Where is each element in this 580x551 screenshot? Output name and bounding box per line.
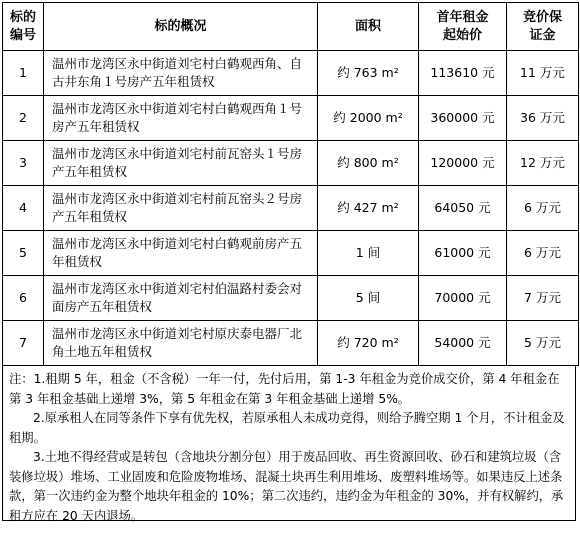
table-header-row [3,3,579,51]
row-area: 5 间 [318,276,419,321]
row-num: 2 [3,96,44,141]
table-row [3,141,579,186]
row-area: 约 763 m² [318,51,419,96]
table-row [3,276,579,321]
row-num: 6 [3,276,44,321]
row-area: 1 间 [318,231,419,276]
row-desc: 温州市龙湾区永中街道刘宅村伯温路村委会对面房产五年租赁权 [44,276,318,321]
row-deposit: 36 万元 [507,96,579,141]
row-area: 约 2000 m² [318,96,419,141]
row-rent: 113610 元 [419,51,507,96]
row-num: 5 [3,231,44,276]
document-page [2,2,578,549]
row-deposit: 12 万元 [507,141,579,186]
row-desc: 温州市龙湾区永中街道刘宅村白鹤观前房产五年租赁权 [44,231,318,276]
row-desc: 温州市龙湾区永中街道刘宅村前瓦窑头１号房产五年租赁权 [44,141,318,186]
table-row [3,51,579,96]
header-desc: 标的概况 [44,3,318,51]
notes-section [2,366,576,521]
row-rent: 120000 元 [419,141,507,186]
table-row [3,321,579,366]
row-rent: 61000 元 [419,231,507,276]
auction-table [2,2,579,366]
row-num: 7 [3,321,44,366]
row-rent: 70000 元 [419,276,507,321]
header-num: 标的编号 [3,3,44,51]
row-rent: 64050 元 [419,186,507,231]
header-deposit: 竞价保证金 [507,3,579,51]
row-rent: 54000 元 [419,321,507,366]
row-area: 约 427 m² [318,186,419,231]
row-deposit: 7 万元 [507,276,579,321]
table-row [3,231,579,276]
row-desc: 温州市龙湾区永中街道刘宅村原庆泰电器厂北角土地五年租赁权 [44,321,318,366]
table-row [3,186,579,231]
row-desc: 温州市龙湾区永中街道刘宅村白鹤观西角１号房产五年租赁权 [44,96,318,141]
row-deposit: 5 万元 [507,321,579,366]
row-num: 1 [3,51,44,96]
note-2: 2.原承租人在同等条件下享有优先权，若原承租人未成功竞得，则给予腾空期 1 个月，不计租金及租期。 [9,411,565,445]
row-desc: 温州市龙湾区永中街道刘宅村前瓦窑头２号房产五年租赁权 [44,186,318,231]
note-1: 注：1.租期 5 年，租金（不含税）一年一付，先付后用，第 1-3 年租金为竞价成交价，第 4 年租金在第 3 年租金基础上递增 3%，第 5 年租金在第 3 年租金基础上递增 5%。 [9,372,560,406]
row-num: 4 [3,186,44,231]
row-num: 3 [3,141,44,186]
row-area: 约 800 m² [318,141,419,186]
note-3: 3.土地不得经营或是转包（含地块分割分包）用于废品回收、再生资源回收、砂石和建筑垃圾（含装修垃圾）堆场、工业固废和危险废物堆场、混凝土块再生利用堆场、废塑料堆场等。如果违反上述条款，第一次违约金为整个地块年租金的 10%；第二次违约，违约金为年租金的 30%，并有权解约，承租方应在 20 天内退场。 [9,450,564,523]
row-rent: 360000 元 [419,96,507,141]
row-deposit: 6 万元 [507,186,579,231]
row-desc: 温州市龙湾区永中街道刘宅村白鹤观西角、自古井东角１号房产五年租赁权 [44,51,318,96]
header-rent: 首年租金起始价 [419,3,507,51]
table-row [3,96,579,141]
header-area: 面积 [318,3,419,51]
row-deposit: 6 万元 [507,231,579,276]
row-area: 约 720 m² [318,321,419,366]
row-deposit: 11 万元 [507,51,579,96]
